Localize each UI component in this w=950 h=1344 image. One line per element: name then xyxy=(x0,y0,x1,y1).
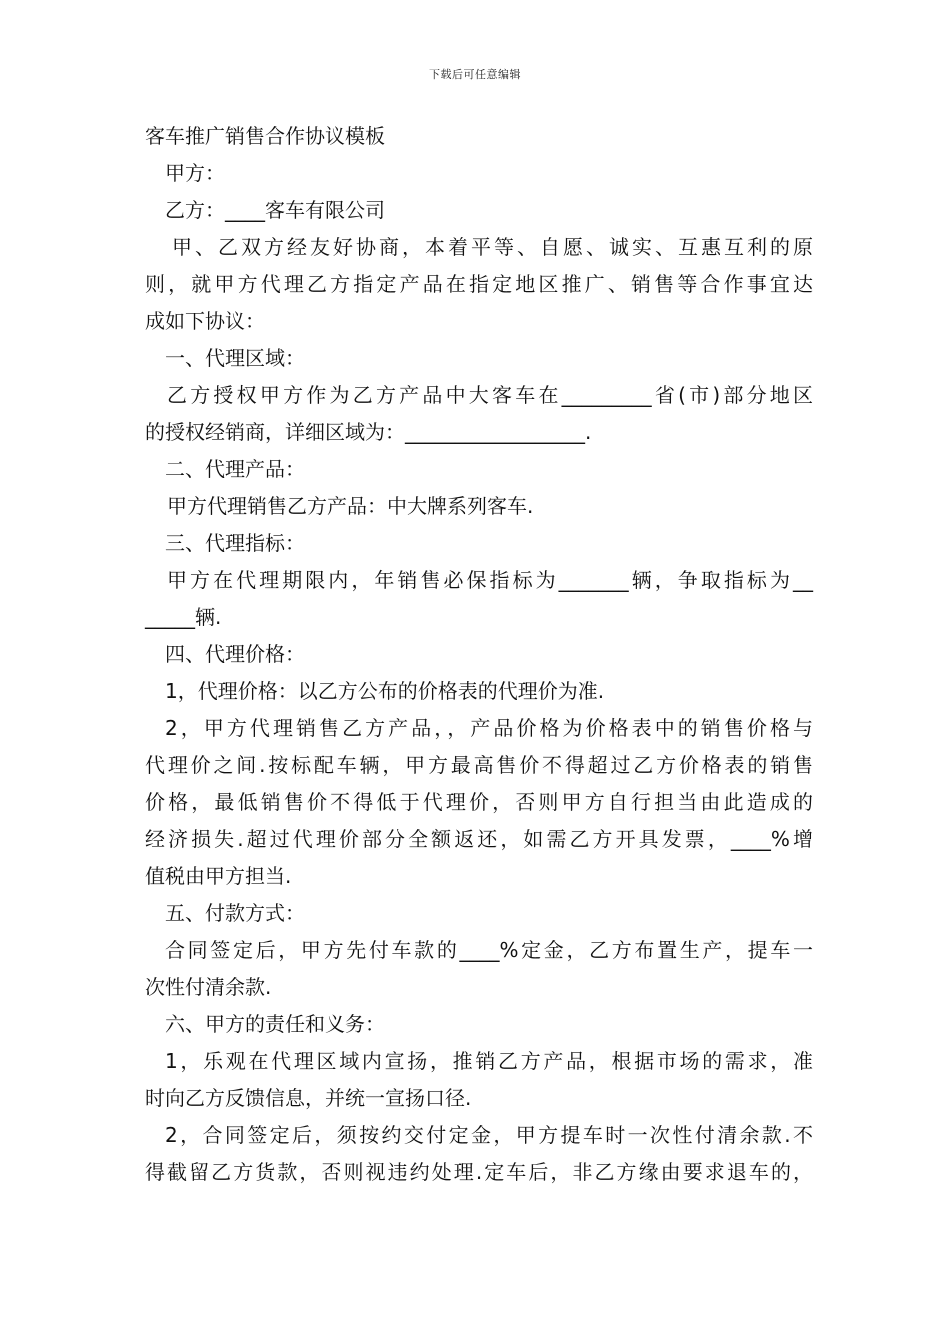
section-line: 甲方代理销售乙方产品：中大牌系列客车. xyxy=(167,494,534,518)
section-line: 甲方在代理期限内，年销售必保指标为_______辆，争取指标为__ xyxy=(167,568,813,592)
intro-line: 成如下协议： xyxy=(145,309,265,333)
section-heading: 三、代理指标： xyxy=(165,531,305,555)
section-line: 1，乐观在代理区域内宣扬，推销乙方产品，根据市场的需求，准 xyxy=(165,1049,813,1073)
section-heading: 一、代理区域： xyxy=(165,346,305,370)
intro-line: 甲、乙双方经友好协商，本着平等、自愿、诚实、互惠互利的原 xyxy=(172,235,813,259)
section-line: 次性付清余款. xyxy=(145,975,272,999)
intro-line: 则，就甲方代理乙方指定产品在指定地区推广、销售等合作事宜达 xyxy=(145,272,813,296)
page-header-note: 下载后可任意编辑 xyxy=(429,68,521,81)
section-line: 乙方授权甲方作为乙方产品中大客车在_________省(市)部分地区 xyxy=(167,383,813,407)
section-heading: 四、代理价格： xyxy=(165,642,305,666)
section-line: 经济损失.超过代理价部分全额返还，如需乙方开具发票，____%增 xyxy=(145,827,813,851)
section-line: 值税由甲方担当. xyxy=(145,864,292,888)
section-line: 代理价之间.按标配车辆，甲方最高售价不得超过乙方价格表的销售 xyxy=(145,753,813,777)
section-line: 合同签定后，甲方先付车款的____%定金，乙方布置生产，提车一 xyxy=(165,938,813,962)
section-heading: 六、甲方的责任和义务： xyxy=(165,1012,385,1036)
section-heading: 二、代理产品： xyxy=(165,457,305,481)
party-a-line: 甲方： xyxy=(165,161,225,185)
section-line: 得截留乙方货款，否则视违约处理.定车后，非乙方缘由要求退车的， xyxy=(145,1160,813,1184)
document-title: 客车推广销售合作协议模板 xyxy=(145,124,385,148)
section-line: 时向乙方反馈信息，并统一宣扬口径. xyxy=(145,1086,472,1110)
section-line: _____辆. xyxy=(145,605,222,629)
section-line: 的授权经销商，详细区域为：__________________. xyxy=(145,420,592,444)
document-body xyxy=(145,118,813,1191)
section-line: 价格，最低销售价不得低于代理价，否则甲方自行担当由此造成的 xyxy=(145,790,813,814)
party-b-line: 乙方：____客车有限公司 xyxy=(165,198,385,222)
section-line: 2，甲方代理销售乙方产品，，产品价格为价格表中的销售价格与 xyxy=(165,716,813,740)
section-line: 1，代理价格：以乙方公布的价格表的代理价为准. xyxy=(165,679,605,703)
section-line: 2，合同签定后，须按约交付定金，甲方提车时一次性付清余款.不 xyxy=(165,1123,813,1147)
section-heading: 五、付款方式： xyxy=(165,901,305,925)
